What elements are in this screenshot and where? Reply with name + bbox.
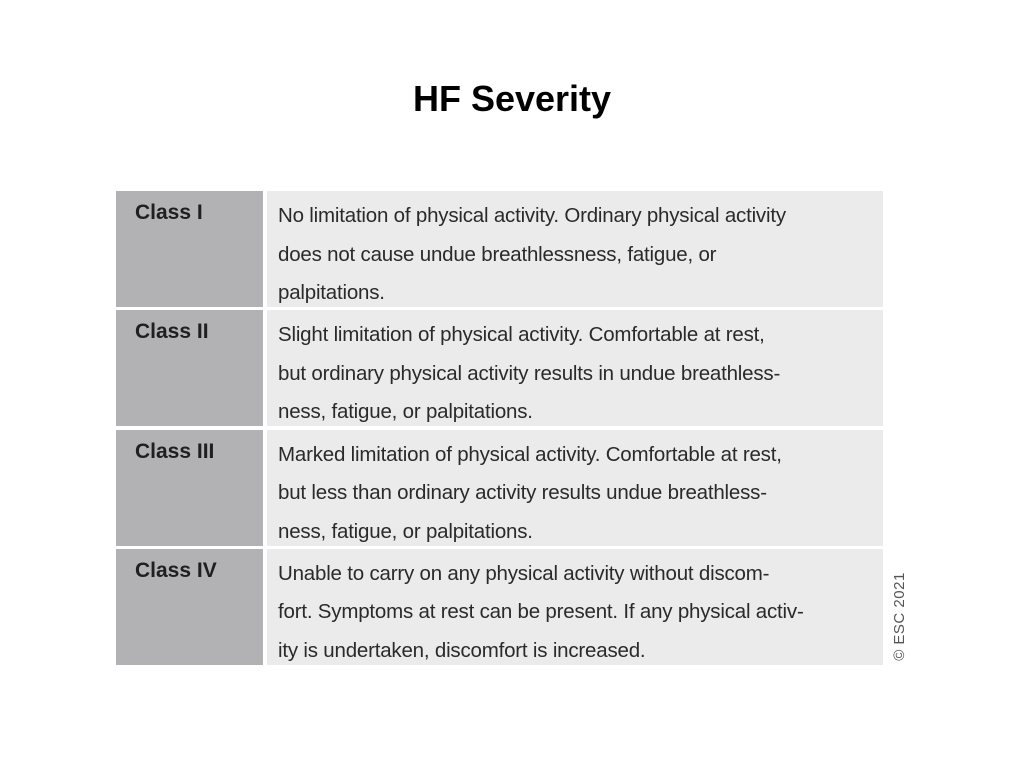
class-label: Class I [116, 191, 267, 307]
class-label: Class III [116, 430, 267, 546]
class-description-line: ness, fatigue, or palpitations. [278, 519, 533, 543]
class-description-line: No limitation of physical activity. Ordinary physical activity [278, 204, 786, 227]
class-description [267, 310, 883, 426]
class-label: Class II [116, 310, 267, 426]
class-description [267, 430, 883, 546]
class-description-line: Slight limitation of physical activity. Comfortable at rest, [278, 323, 765, 347]
class-description-line: palpitations. [278, 281, 385, 304]
class-description [267, 191, 883, 307]
class-description-line: but less than ordinary activity results undue breathless- [278, 481, 767, 505]
hf-class-table [116, 191, 883, 663]
class-label: Class IV [116, 549, 267, 665]
class-description-line: ity is undertaken, discomfort is increased. [278, 638, 646, 662]
class-description [267, 549, 883, 665]
slide-title: HF Severity [412, 78, 612, 119]
copyright-notice [886, 566, 912, 666]
copyright-text: © ESC 2021 [890, 571, 908, 661]
class-description-line: Marked limitation of physical activity. Comfortable at rest, [278, 442, 782, 466]
class-description-line: does not cause undue breathlessness, fatigue, or [278, 242, 717, 266]
class-description-line: fort. Symptoms at rest can be present. If any physical activ- [278, 600, 804, 624]
class-description-line: but ordinary physical activity results in undue breathless- [278, 361, 781, 385]
class-description-line: Unable to carry on any physical activity without discom- [278, 561, 770, 585]
class-description-line: ness, fatigue, or palpitations. [278, 400, 533, 424]
